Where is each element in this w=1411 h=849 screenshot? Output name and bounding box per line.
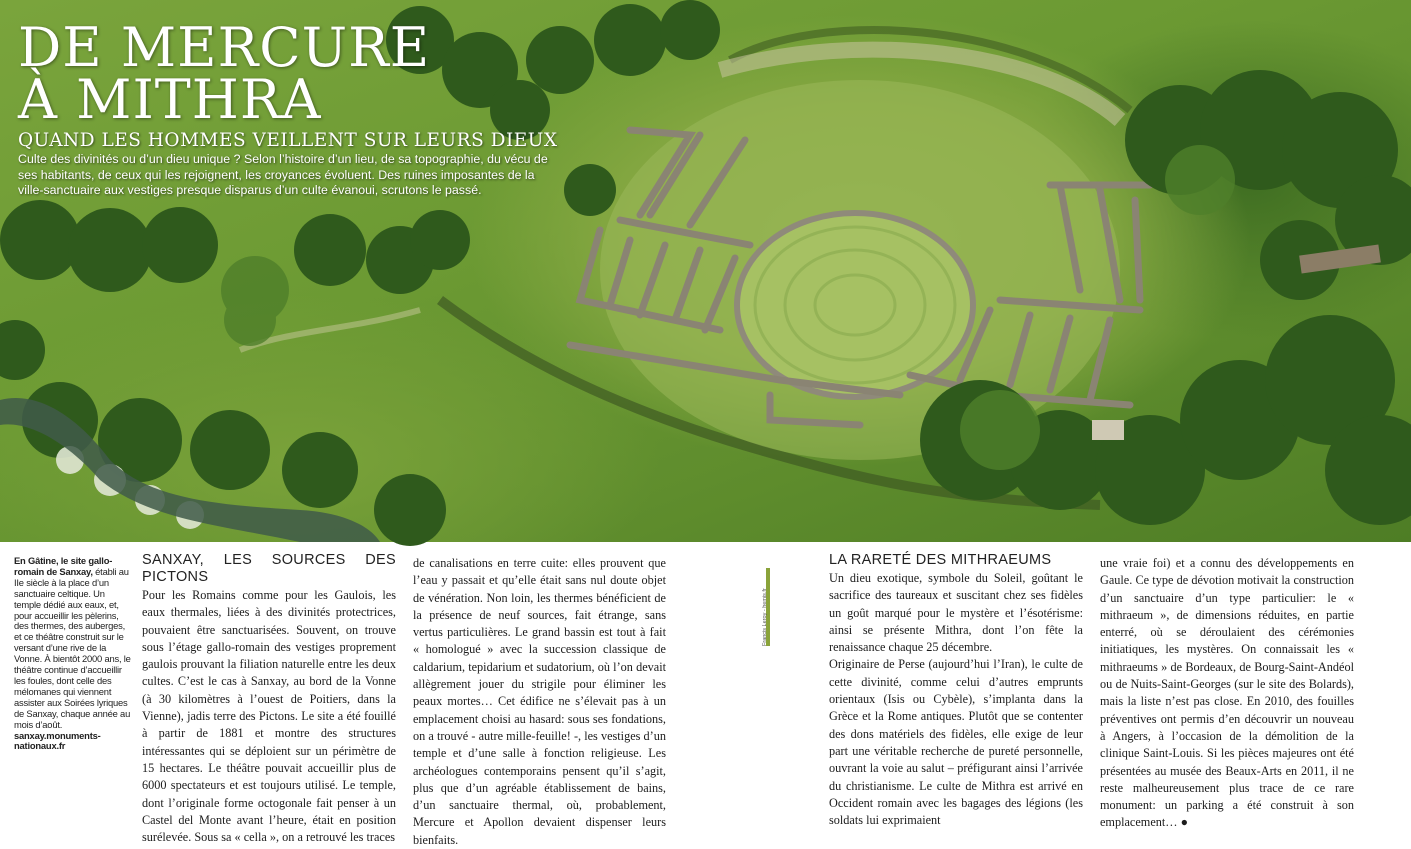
article1-heading: SANXAY, LES SOURCES DES PICTONS <box>142 552 396 585</box>
photo-credit: Francis Leroy - hemis.fr <box>762 588 768 646</box>
article-title <box>18 16 431 131</box>
title-line-1: DE MERCURE <box>18 16 431 79</box>
article1-text-1: Pour les Romains comme pour les Gaulois, les eaux thermales, liées à des divinités protectrices, pouvaient être sanctuarisées. Souvent, on trouve sous l’étage gallo-romain des vestiges proprement gaulois prouvant la filiation naturelle entre les deux cultes. C’est le cas à Sanxay, au bord de la Vonne (à 30 kilomètres à l’ouest de Poitiers, dans la Vienne), jadis terre des Pictons. Le site a été fouillé à partir de 1881 et montre des structures intéressantes qui se déploient sur un périmètre de 15 hectares. Le théâtre pouvait accueillir plus de 6000 spectateurs et est toujours utilisé. Le temple, dont l’originale forme octogonale fait penser à un Castel del Monte avant l’heure, était en position surélevée. Sous sa « cella », on a retrouvé les traces <box>142 588 396 845</box>
caption-body: établi au IIe siècle à la place d’un sanctuaire celtique. Un temple dédié aux eaux, et, pour accueillir les pèlerins, des thermes, des auberges, et ce théâtre construit sur le versant d’une rive de la Vonne. À bientôt 2000 ans, le théâtre continue d’accueillir les foules, dont celle des mélomanes qui viennent assister aux Soirées lyriques de Sanxay, chaque année au mois d’août. <box>14 565 131 730</box>
caption-link[interactable]: sanxay.monuments-nationaux.fr <box>14 729 101 752</box>
article2-text-1: Un dieu exotique, symbole du Soleil, goûtant le sacrifice des taureaux et suscitant chez ses fidèles un goût marqué pour le mystère et l’ésotérisme: ainsi se présente Mithra, dont l’on fête la renaissance chaque 25 décembre. <box>829 571 1083 655</box>
article2-heading: LA RARETÉ DES MITHRAEUMS <box>829 552 1052 568</box>
caption-lead: En Gâtine, le site gallo-romain de Sanxay, <box>14 555 113 577</box>
article1-text-2: de canalisations en terre cuite: elles prouvent que l’eau y passait et qu’elle était sans nul doute objet de vénération. Non loin, les thermes bénéficient de la présence de neuf sources, fait étrange, sans vertus particulières. Le grand bassin est tout à fait « homologué » avec la succession classique de caldarium, tepidarium et sudatorium, où l’on devait allègrement jouer du strigile pour éliminer les peaux mortes… Cet édifice ne s’élevait pas à un emplacement choisi au hasard: sous ses fondations, on a trouvé - autre mille-feuille! -, les vestiges d’un temple et d’une salle à fonction religieuse. Les archéologues contemporains pensent qu’il s’agit, plus que d’un agréable établissement de bains, d’un sanctuaire thermal, où, probablement, Mercure et Apollon devaient dispenser leurs bienfaits. <box>413 556 666 847</box>
article2-text-1b: Originaire de Perse (aujourd’hui l’Iran), le culte de cette divinité, comme celui d’autres emprunts orientaux (Isis ou Cybèle), s’implanta dans la Grèce et la Rome antiques. Plutôt que se contenter des dons matériels des fidèles, elle exige de leur part une véritable recherche de pureté personnelle, ouvrant la voie au salut – préfigurant ainsi l’arrivée du christianisme. Le culte de Mithra est arrivé en Occident romain avec les bagages des légions (les soldats lui exprimaient <box>829 657 1083 828</box>
title-line-2: À MITHRA <box>18 68 322 131</box>
article2-column1 <box>829 552 1083 829</box>
article2-column2 <box>1100 555 1354 832</box>
photo-caption <box>14 556 132 752</box>
article-intro: Culte des divinités ou d’un dieu unique ? Selon l’histoire d’un lieu, de sa topographie, du vécu de ses habitants, de ceux qui les rejoignent, les croyances évoluent. Des ruines imposantes de la ville-sanctuaire aux vestiges presque disparus d’un culte évanoui, scrutons le passé. <box>18 152 548 197</box>
article-subtitle: QUAND LES HOMMES VEILLENT SUR LEURS DIEUX <box>18 130 558 151</box>
article1-column2 <box>413 555 666 849</box>
article2-text-2: une vraie foi) et a connu des développements en Gaule. Ce type de dévotion motivait la construction d’un sanctuaire d’un type particulier: le « mithraeum », de dimensions réduites, en partie enterré, où se déroulaient des cérémonies initiatiques, les mystères. On connaissait les « mithraeums » de Bordeaux, de Bourg-Saint-Andéol ou de Nuits-Saint-Georges (sur le site des Bolards), mais la liste n’est pas close. En 2010, des fouilles préventives ont permis d’en découvrir un nouveau à Angers, à l’occasion de la démolition de la clinique Saint-Louis. Si les pièces majeures ont été présentées au musée des Beaux-Arts en 2011, il ne reste malheureusement plus trace de ce rare monument: un parking a été construit à son emplacement… ● <box>1100 556 1354 830</box>
article1-column1 <box>142 552 396 846</box>
